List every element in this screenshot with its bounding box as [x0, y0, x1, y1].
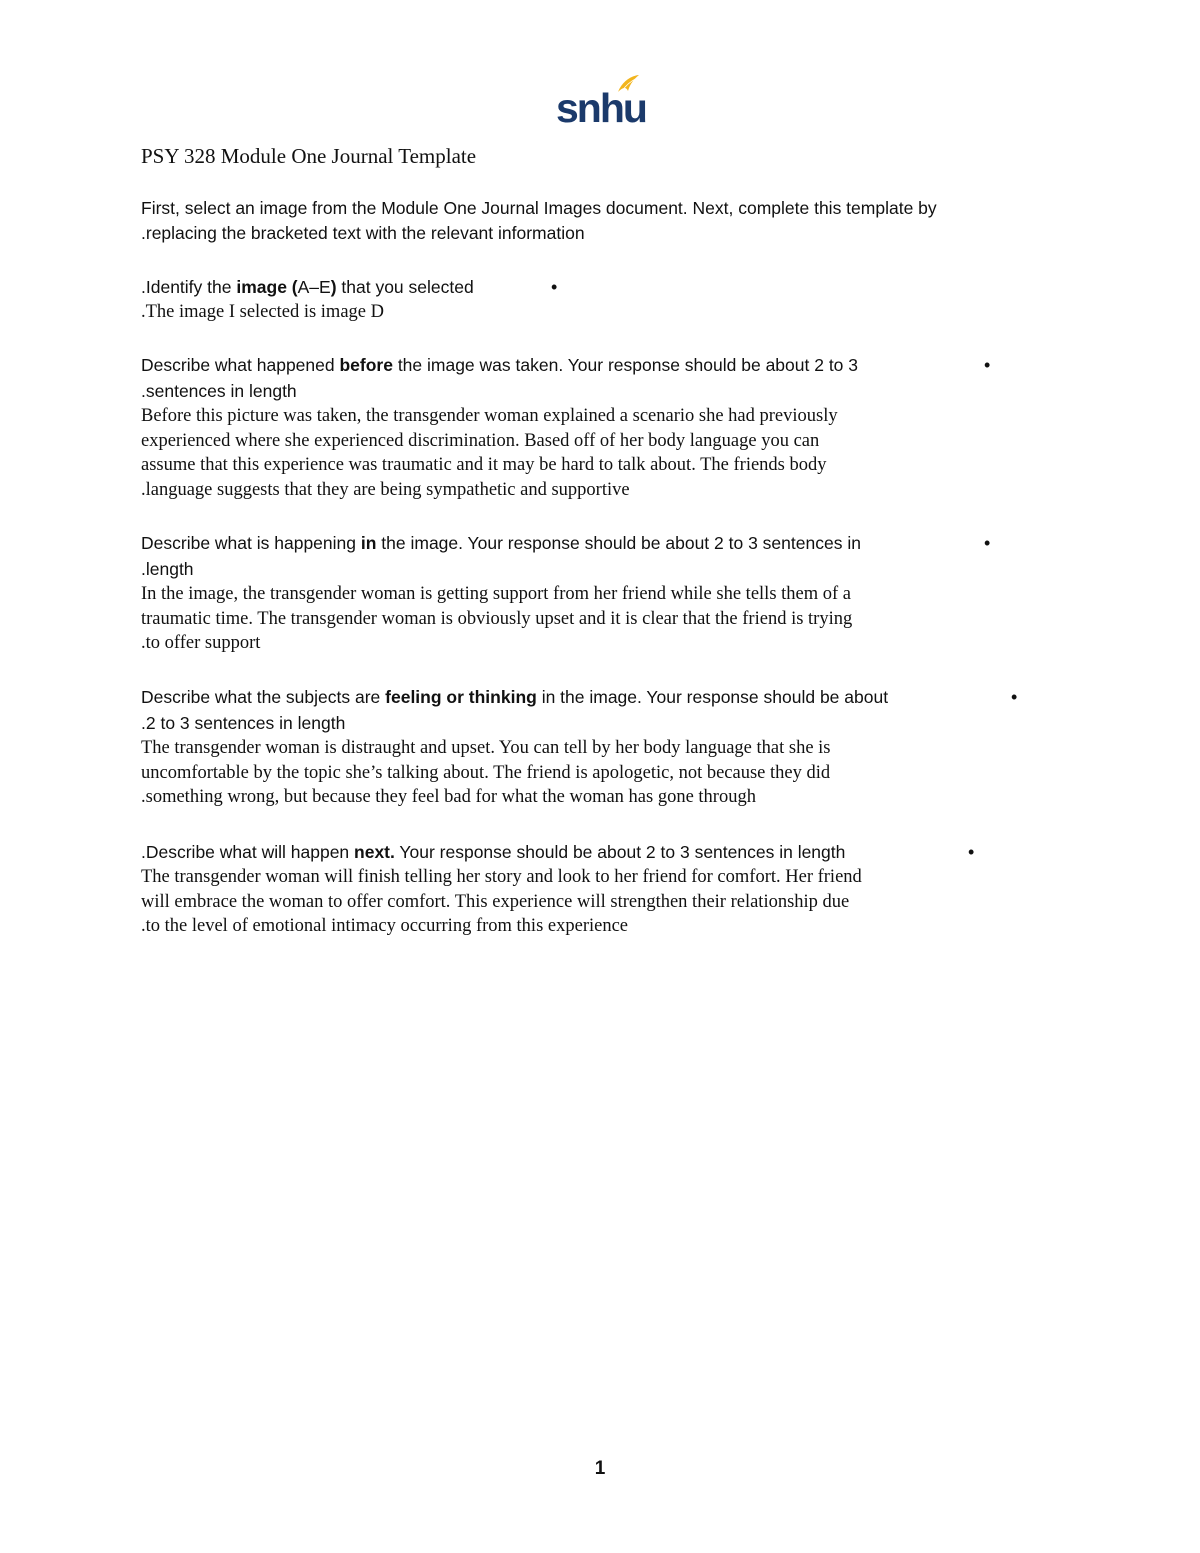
bullet-icon: •: [984, 355, 991, 375]
prompt-in-image: Describe what is happening in the image. Your response should be about 2 to 3 sentences in .length: [141, 533, 861, 579]
answer-feeling-thinking: The transgender woman is distraught and upset. You can tell by her body language that she is uncomfortable by the topic she’s talking about. The friend is apologetic, not because they did .something wrong, but because they feel bad for what the woman has gone through: [141, 738, 831, 808]
answer-before-image: Before this picture was taken, the transgender woman explained a scenario she had previously experienced where she experienced discrimination. Based off of her body language you can assume that this experience was traumatic and it may be hard to talk about. The friends body .language suggests that they are being sympathetic and supportive: [141, 406, 838, 501]
prompt-what-next: .Describe what will happen next. Your response should be about 2 to 3 sentences in length: [141, 842, 846, 862]
instructions-line-1: First, select an image from the Module One Journal Images document. Next, complete this template by: [141, 198, 937, 218]
prompt-before-image: Describe what happened before the image was taken. Your response should be about 2 to 3 .sentences in length: [141, 355, 859, 401]
document-title: PSY 328 Module One Journal Template: [141, 144, 477, 168]
answer-what-next: The transgender woman will finish telling her story and look to her friend for comfort. Her friend will embrace the woman to offer comfort. This experience will strengthen their relationship due .to the level of emotional intimacy occurring from this experience: [141, 867, 862, 937]
snhu-wordmark: snhu: [556, 85, 646, 131]
page-number: 1: [594, 1458, 606, 1479]
prompt-feeling-thinking: Describe what the subjects are feeling or thinking in the image. Your response should be about .2 to 3 sentences in length: [141, 687, 889, 733]
instructions-paragraph: [141, 196, 1061, 246]
instructions-line-2: .replacing the bracketed text with the relevant information: [141, 223, 585, 243]
bullet-icon: •: [551, 277, 558, 297]
bullet-icon: •: [1011, 687, 1018, 707]
snhu-logo: [556, 72, 646, 134]
prompt-identify-image: .Identify the image (A–E) that you selected: [141, 277, 474, 297]
answer-identify-image: .The image I selected is image D: [141, 302, 384, 322]
bullet-icon: •: [984, 533, 991, 553]
answer-in-image: In the image, the transgender woman is getting support from her friend while she tells them of a traumatic time. The transgender woman is obviously upset and it is clear that the friend is trying .to offer support: [141, 584, 853, 654]
bullet-icon: •: [968, 842, 975, 862]
